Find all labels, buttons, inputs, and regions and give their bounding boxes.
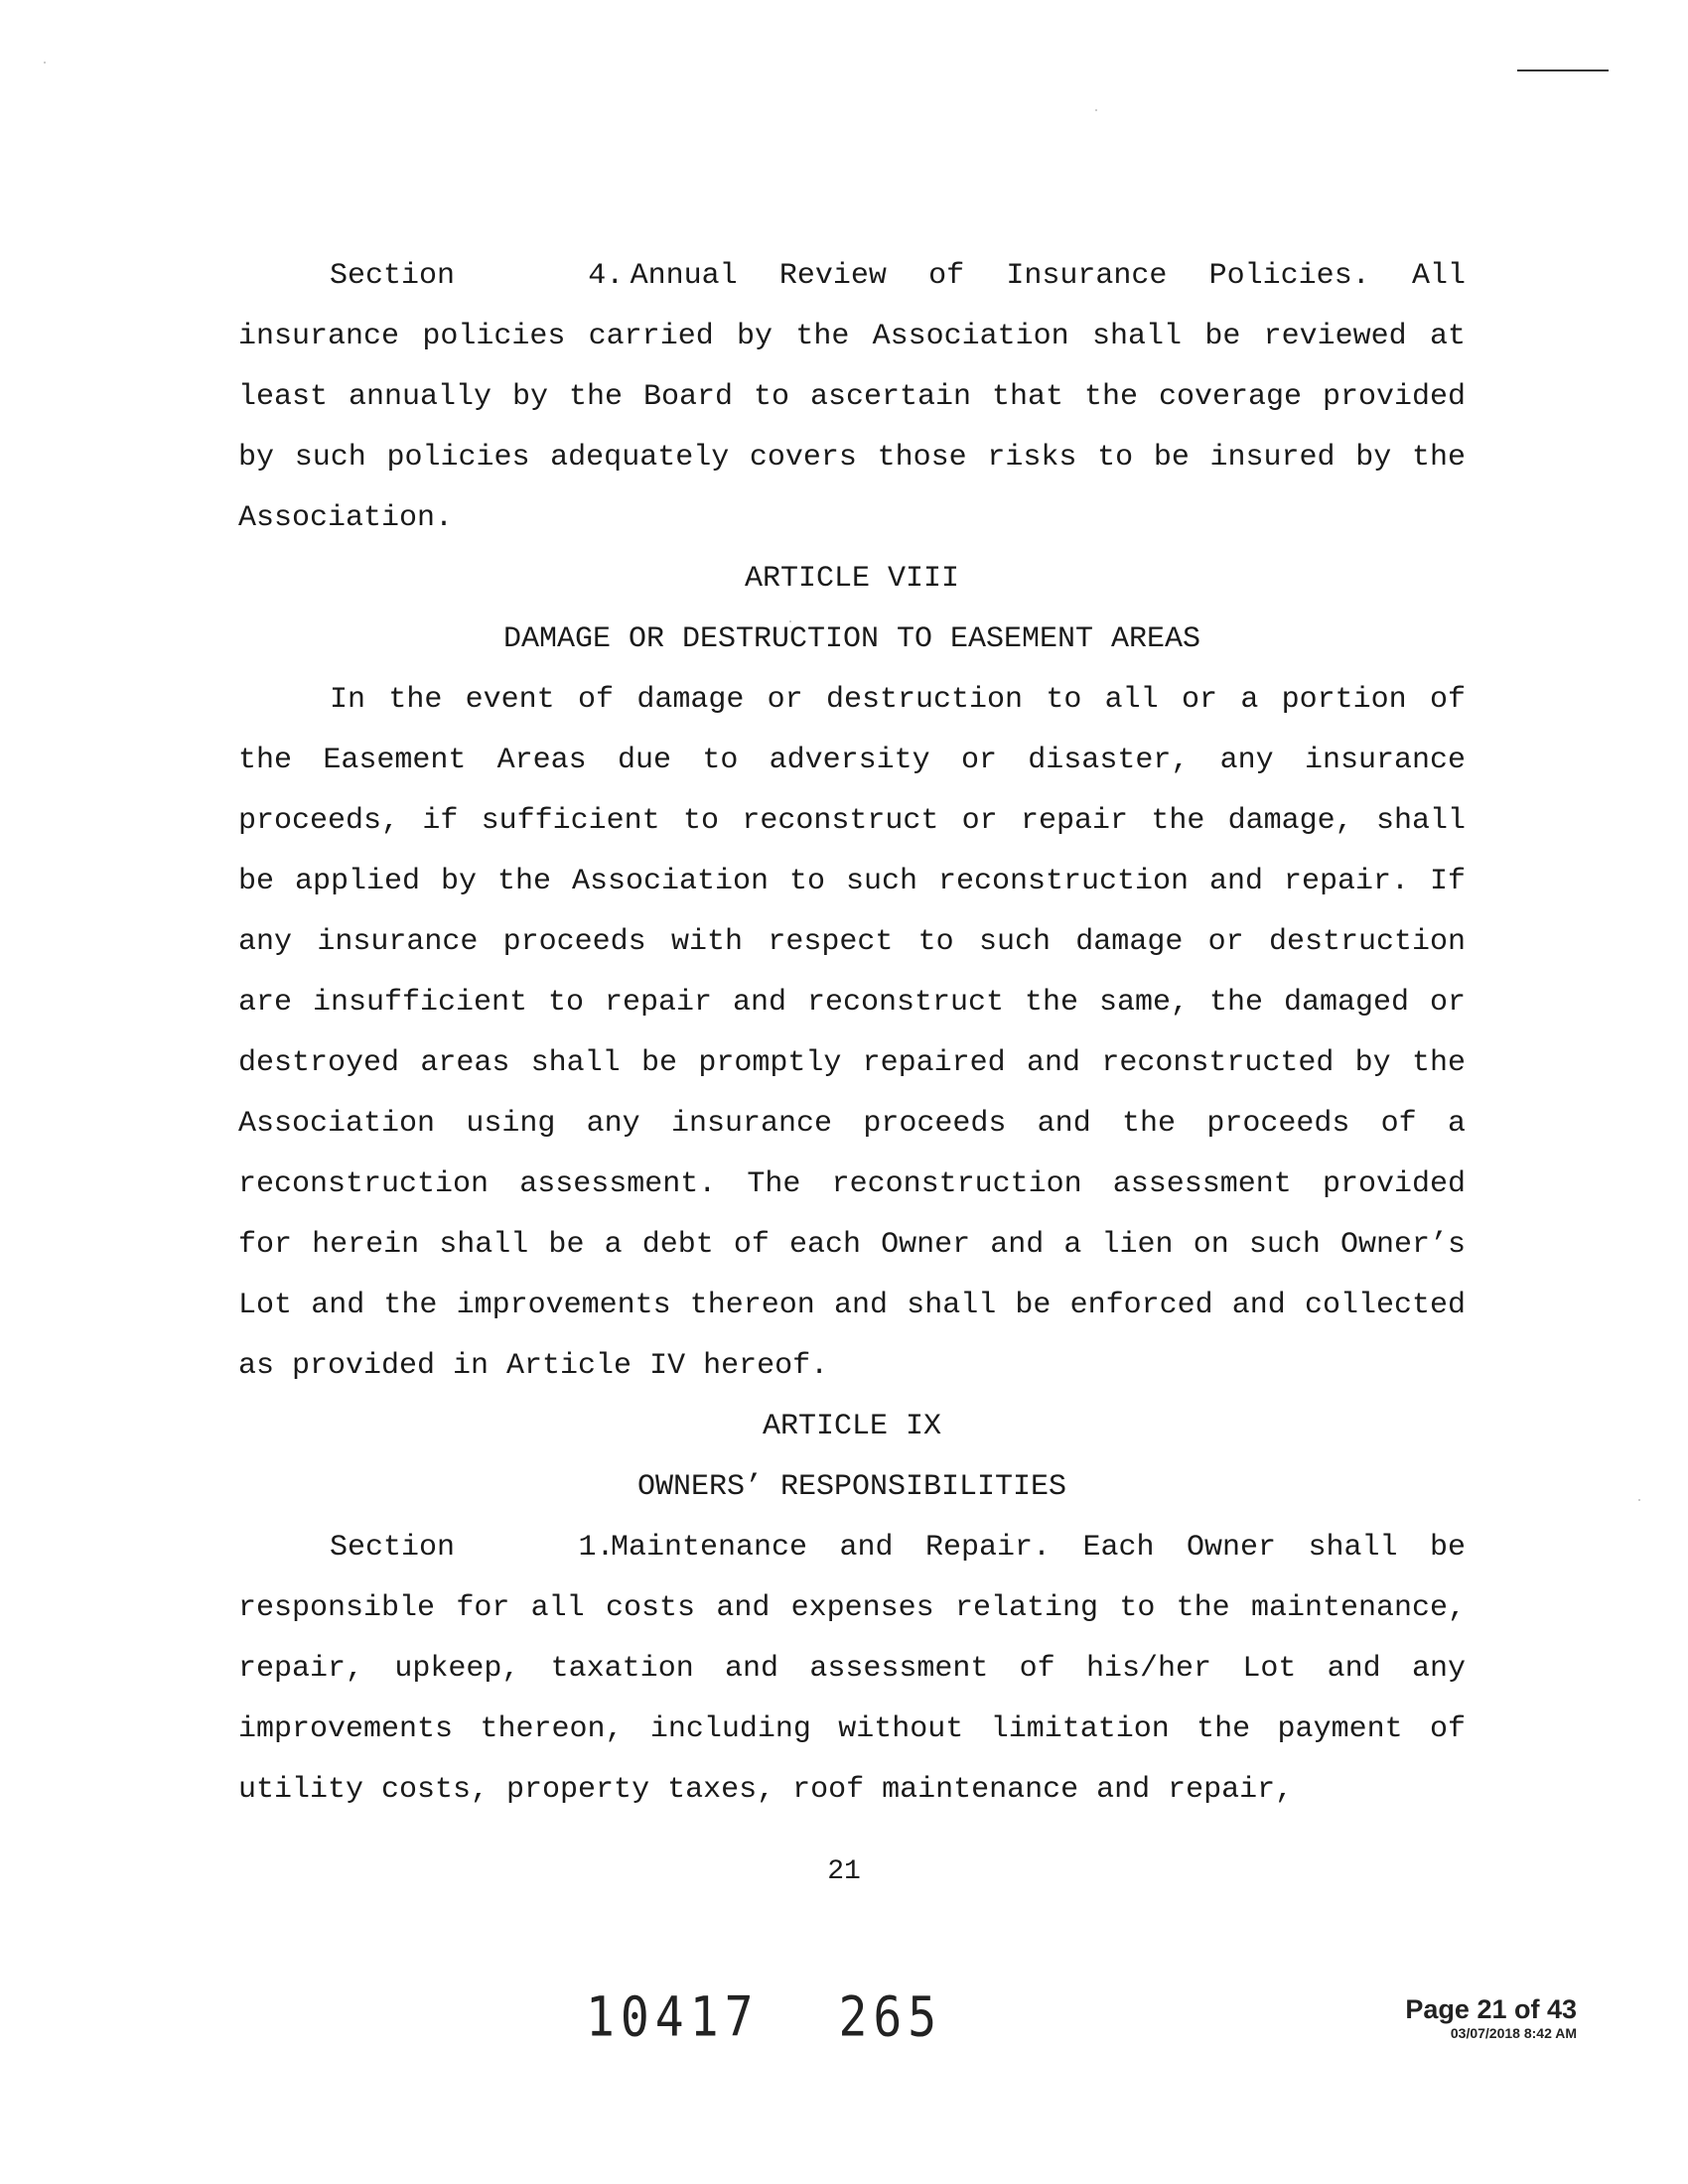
section-1-number: 1. [578,1531,615,1565]
article-9-subheading: OWNERS’ RESPONSIBILITIES [636,1470,1067,1504]
book-number: 10417 [586,1985,760,2050]
article-8-subheading: DAMAGE OR DESTRUCTION TO EASEMENT AREAS [502,622,1201,656]
stamp-page-count: Page 21 of 43 [1405,1994,1577,2024]
section-4-paragraph [238,246,1466,549]
section-1-paragraph [238,1518,1466,1821]
page-number: 21 [827,1856,861,1887]
article-9-heading: ARTICLE IX [762,1410,942,1443]
article-8-heading: ARTICLE VIII [744,562,960,596]
book-page-number: 265 [838,1985,943,2050]
section-1-text: Each Owner shall be responsible for all costs and expenses relating to the maintenance, repair, upkeep, taxation and assessment of his/her Lot and any improvements thereon, including without limitation the payment of utility costs, property taxes, roof maintenance and repair, [238,1531,1466,1807]
section-4-label: Section [330,259,456,293]
document-body [238,246,1466,1821]
section-1-label: Section [330,1531,456,1565]
scan-speck [44,62,46,64]
scan-speck [1095,109,1097,111]
section-4-number: 4. [588,259,625,293]
recording-stamp [1405,1993,1577,2041]
book-page-reference [586,1985,942,2049]
section-1-title: Maintenance and Repair. [611,1531,1052,1565]
stamp-datetime: 03/07/2018 8:42 AM [1450,2025,1577,2041]
section-4-title: Annual Review of Insurance Policies. [630,259,1370,293]
top-rule-mark [1517,69,1609,71]
article-8-paragraph: In the event of damage or destruction to all or a portion of the Easement Areas due to adversity or disaster, any insurance proceeds, if sufficient to reconstruct or repair the damage, shall be applied by the Association to such reconstruction and repair. If any insurance proceeds with respect to such damage or destruction are insufficient to repair and reconstruct the same, the damaged or destroyed areas shall be promptly repaired and reconstructed by the Association using any insurance proceeds and the proceeds of a reconstruction assessment. The reconstruction assessment provided for herein shall be a debt of each Owner and a lien on such Owner’s Lot and the improvements thereon and shall be enforced and collected as provided in Article IV hereof. [238,683,1466,1383]
section-4-text: All insurance policies carried by the Association shall be reviewed at least annually by the Board to ascertain that the coverage provided by such policies adequately covers those risks to be insured by the Association. [238,259,1466,535]
scan-speck [1638,1499,1640,1501]
